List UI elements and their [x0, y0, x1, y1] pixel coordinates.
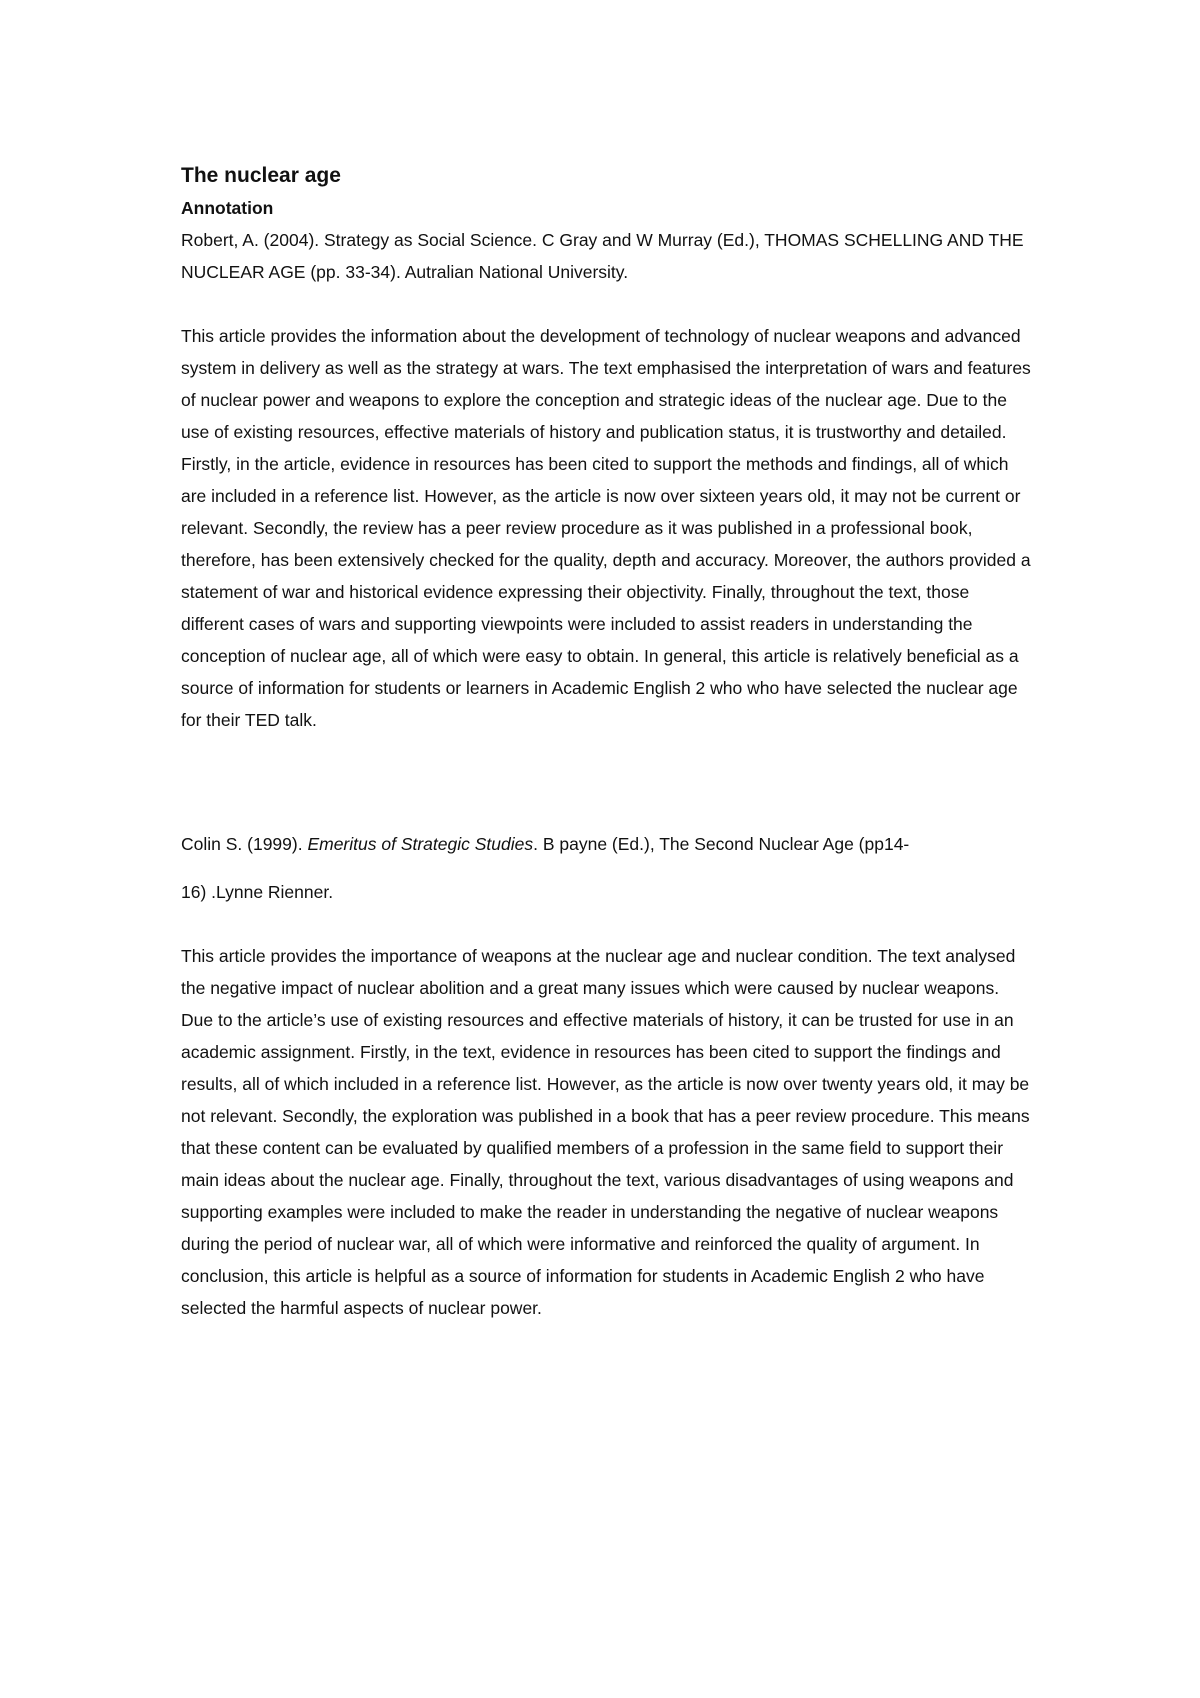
document-content: [181, 160, 1031, 1324]
spacer: [181, 736, 1031, 828]
spacer: [181, 288, 1031, 320]
entry2-reference-title: Emeritus of Strategic Studies: [307, 834, 534, 854]
entry1-reference: Robert, A. (2004). Strategy as Social Science. C Gray and W Murray (Ed.), THOMAS SCHELLING AND THE NUCLEAR AGE (pp. 33-34). Autralian National University.: [181, 230, 1024, 282]
entry1-annotation: This article provides the information about the development of technology of nuclear weapons and advanced system in delivery as well as the strategy at wars. The text emphasised the interpretation of wars and features of nuclear power and weapons to explore the conception and strategic ideas of the nuclear age. Due to the use of existing resources, effective materials of history and publication status, it is trustworthy and detailed. Firstly, in the article, evidence in resources has been cited to support the methods and findings, all of which are included in a reference list. However, as the article is now over sixteen years old, it may not be current or relevant. Secondly, the review has a peer review procedure as it was published in a professional book, therefore, has been extensively checked for the quality, depth and accuracy. Moreover, the authors provided a statement of war and historical evidence expressing their objectivity. Finally, throughout the text, those different cases of wars and supporting viewpoints were included to assist readers in understanding the conception of nuclear age, all of which were easy to obtain. In general, this article is relatively beneficial as a source of information for students or learners in Academic English 2 who who have selected the nuclear age for their TED talk.: [181, 326, 1031, 730]
section-subtitle: Annotation: [181, 198, 274, 218]
entry2-reference-rest: . B payne (Ed.), The Second Nuclear Age (pp14-: [533, 834, 910, 854]
entry2-reference-line2: 16) .Lynne Rienner.: [181, 882, 334, 902]
entry2-reference: [181, 828, 1031, 860]
document-title: The nuclear age: [181, 164, 341, 187]
entry2-annotation: This article provides the importance of weapons at the nuclear age and nuclear condition. The text analysed the negative impact of nuclear abolition and a great many issues which were caused by nuclear weapons. Due to the article’s use of existing resources and effective materials of history, it can be trusted for use in an academic assignment. Firstly, in the text, evidence in resources has been cited to support the findings and results, all of which included in a reference list. However, as the article is now over twenty years old, it may be not relevant. Secondly, the exploration was published in a book that has a peer review procedure. This means that these content can be evaluated by qualified members of a profession in the same field to support their main ideas about the nuclear age. Finally, throughout the text, various disadvantages of using weapons and supporting examples were included to make the reader in understanding the negative of nuclear weapons during the period of nuclear war, all of which were informative and reinforced the quality of argument. In conclusion, this article is helpful as a source of information for students in Academic English 2 who have selected the harmful aspects of nuclear power.: [181, 946, 1030, 1318]
spacer: [181, 908, 1031, 940]
entry2-reference-author: Colin S. (1999).: [181, 834, 308, 854]
